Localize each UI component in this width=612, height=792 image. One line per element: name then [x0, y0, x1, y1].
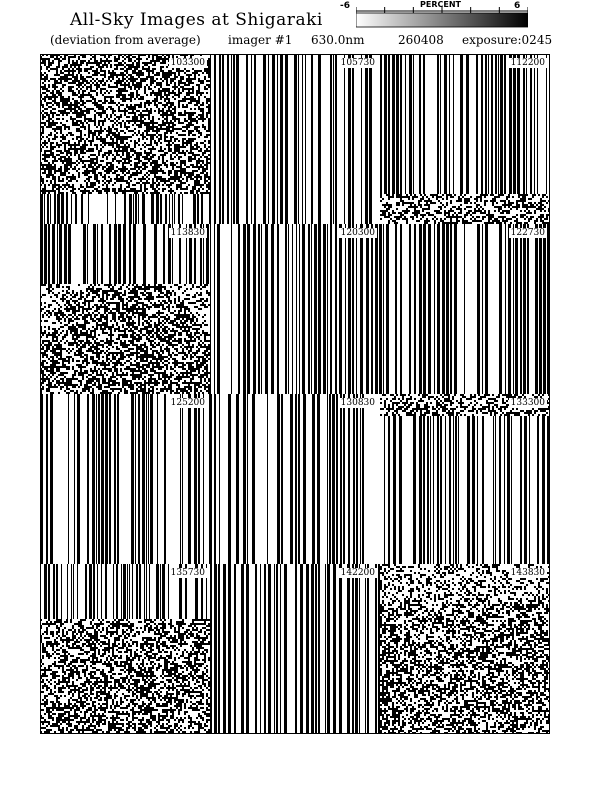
sky-image-pixels: [40, 54, 210, 224]
sky-image-pixels: [210, 394, 380, 564]
image-timestamp: 112200: [510, 58, 545, 68]
sky-image-texture: [210, 564, 380, 734]
image-timestamp: 113830: [170, 228, 205, 238]
sky-image-103300: [40, 54, 210, 224]
image-timestamp: 135730: [170, 568, 205, 578]
sky-image-pixels: [380, 224, 550, 394]
sky-image-pixels: [380, 394, 550, 564]
sky-image-texture: [210, 224, 380, 394]
sky-image-texture: [380, 54, 550, 224]
colorbar-min-label: -6: [340, 1, 350, 11]
subtitle: (deviation from average): [50, 33, 201, 47]
sky-image-122730: [380, 224, 550, 394]
sky-image-texture: [40, 564, 210, 734]
exposure-label: exposure:0245: [462, 33, 553, 47]
imager-label: imager #1: [228, 33, 293, 47]
sky-image-143830: [380, 564, 550, 734]
image-timestamp: 120300: [340, 228, 375, 238]
sky-image-pixels: [210, 224, 380, 394]
colorbar: [356, 3, 528, 29]
image-timestamp: 125200: [170, 398, 205, 408]
colorbar-max-label: 6: [514, 1, 521, 11]
sky-image-125200: [40, 394, 210, 564]
sky-image-texture: [40, 394, 210, 564]
sky-image-130830: [210, 394, 380, 564]
image-timestamp: 105730: [340, 58, 375, 68]
colorbar-gradient: [356, 13, 528, 27]
sky-image-pixels: [380, 54, 550, 224]
sky-image-pixels: [210, 564, 380, 734]
sky-image-133300: [380, 394, 550, 564]
date-label: 260408: [398, 33, 444, 47]
sky-image-texture: [210, 54, 372, 224]
image-timestamp: 143830: [510, 568, 545, 578]
image-timestamp: 133300: [510, 398, 545, 408]
sky-image-105730: [210, 54, 380, 224]
sky-image-pixels: [380, 564, 550, 734]
wavelength-label: 630.0nm: [311, 33, 365, 47]
sky-image-texture: [40, 54, 210, 224]
sky-image-texture: [40, 224, 210, 394]
page-title: All-Sky Images at Shigaraki: [70, 10, 323, 30]
sky-image-113830: [40, 224, 210, 394]
sky-image-120300: [210, 224, 380, 394]
image-grid: [40, 54, 550, 734]
sky-image-texture: [210, 394, 364, 564]
image-timestamp: 130830: [340, 398, 375, 408]
sky-image-pixels: [40, 224, 210, 394]
image-timestamp: 103300: [170, 58, 205, 68]
sky-image-142200: [210, 564, 380, 734]
sky-image-texture: [380, 224, 550, 394]
colorbar-title: PERCENT: [420, 0, 461, 9]
sky-image-pixels: [40, 394, 210, 564]
image-timestamp: 122730: [510, 228, 545, 238]
sky-image-texture: [380, 564, 550, 734]
sky-image-135730: [40, 564, 210, 734]
sky-image-pixels: [210, 54, 380, 224]
image-timestamp: 142200: [340, 568, 375, 578]
sky-image-112200: [380, 54, 550, 224]
sky-image-texture: [380, 394, 550, 564]
sky-image-pixels: [40, 564, 210, 734]
